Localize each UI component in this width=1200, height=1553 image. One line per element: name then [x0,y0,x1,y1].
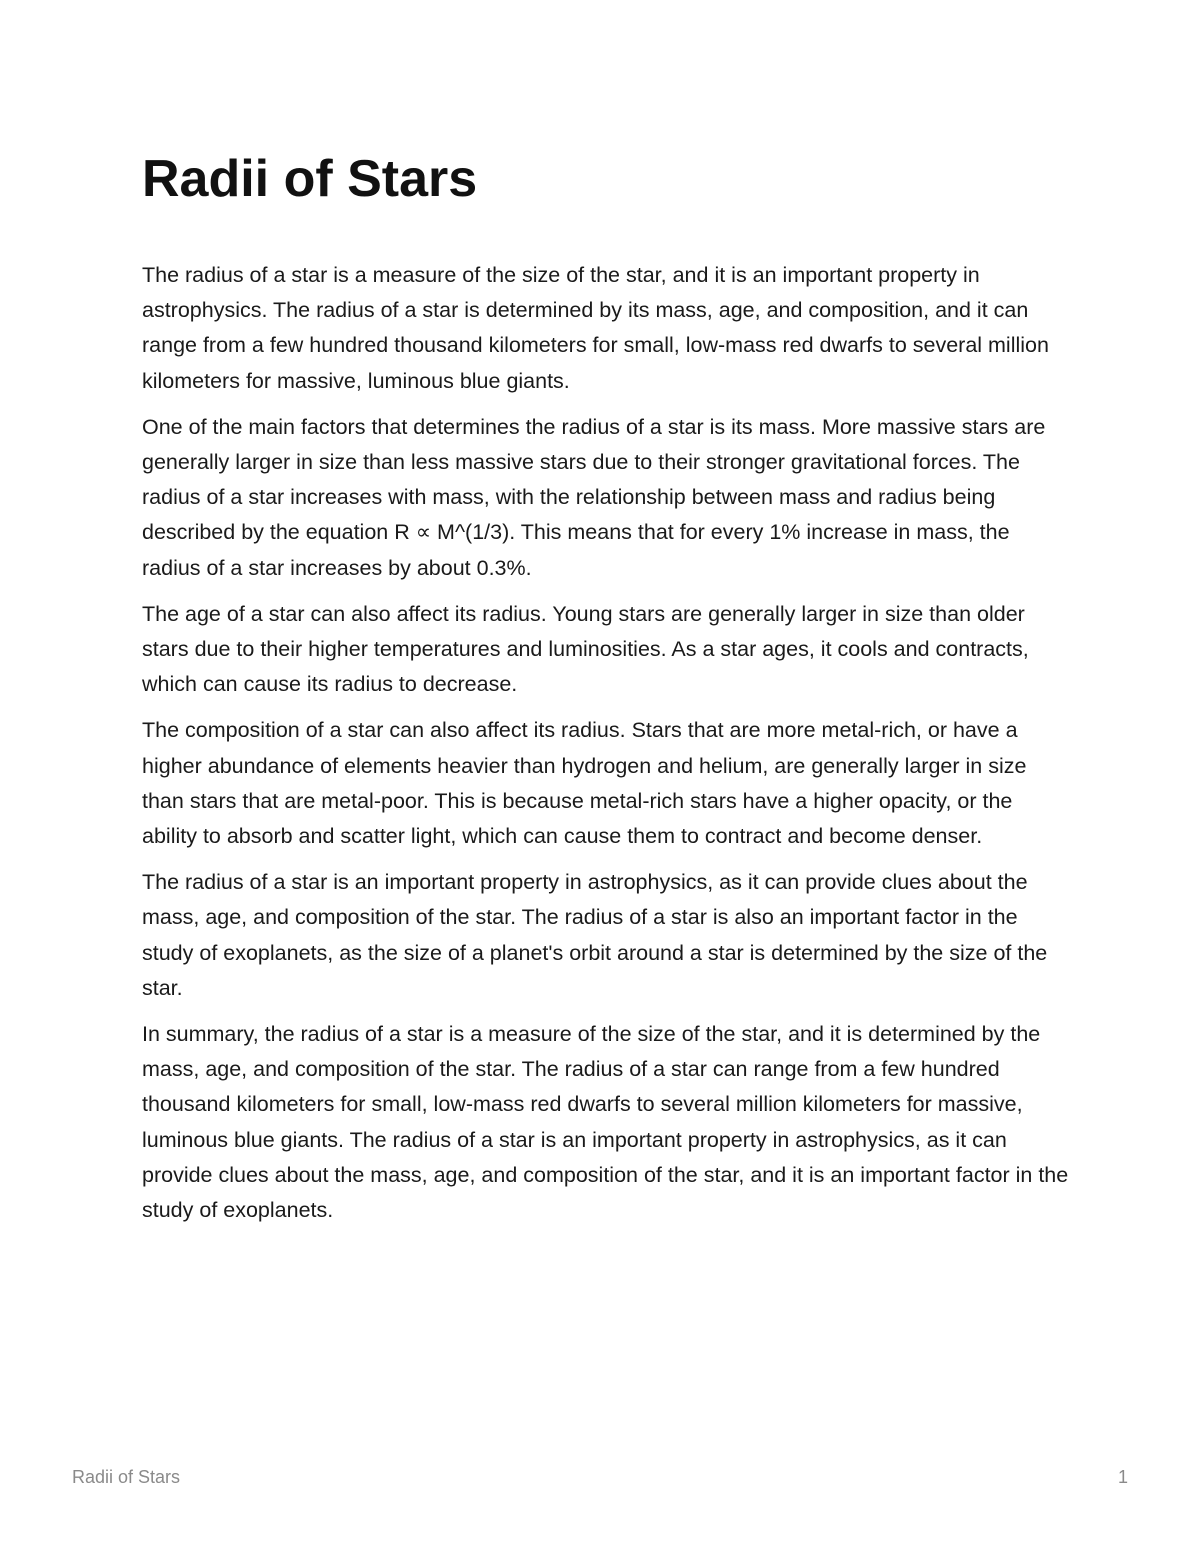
paragraph-intro: The radius of a star is a measure of the size of the star, and it is an important property in astrophysics. The radius of a star is determined by its mass, age, and composition, and it can range from a few hundred thousand kilometers for small, low-mass red dwarfs to several million kilometers for massive, luminous blue giants. [142,263,1049,393]
paragraph-age: The age of a star can also affect its radius. Young stars are generally larger in size than older stars due to their higher temperatures and luminosities. As a star ages, it cools and contracts, which can cause its radius to decrease. [142,601,1029,697]
document-body [142,146,1072,1228]
page-title: Radii of Stars [142,150,478,208]
footer-page-number: 1 [1117,1467,1128,1487]
paragraph-composition: The composition of a star can also affect its radius. Stars that are more metal-rich, or have a higher abundance of elements heavier than hydrogen and helium, are generally larger in size than stars that are metal-poor. This is because metal-rich stars have a higher opacity, or the ability to absorb and scatter light, which can cause them to contract and become denser. [142,718,1027,849]
paragraph-summary: In summary, the radius of a star is a measure of the size of the star, and it is determined by the mass, age, and composition of the star. The radius of a star can range from a few hundred thousand kilometers for small, low-mass red dwarfs to several million kilometers for massive, luminous blue giants. The radius of a star is an important property in astrophysics, as it can provide clues about the mass, age, and composition of the star, and it is an important factor in the study of exoplanets. [142,1022,1069,1223]
paragraph-mass: One of the main factors that determines the radius of a star is its mass. More massive stars are generally larger in size than less massive stars due to their stronger gravitational forces. The radius of a star increases with mass, with the relationship between mass and radius being described by the equation R ∝ M^(1/3). This means that for every 1% increase in mass, the radius of a star increases by about 0.3%. [142,414,1046,580]
footer-running-title: Radii of Stars [72,1467,181,1487]
paragraph-importance: The radius of a star is an important property in astrophysics, as it can provide clues about the mass, age, and composition of the star. The radius of a star is also an important factor in the study of exoplanets, as the size of a planet's orbit around a star is determined by the size of the star. [142,870,1048,1000]
